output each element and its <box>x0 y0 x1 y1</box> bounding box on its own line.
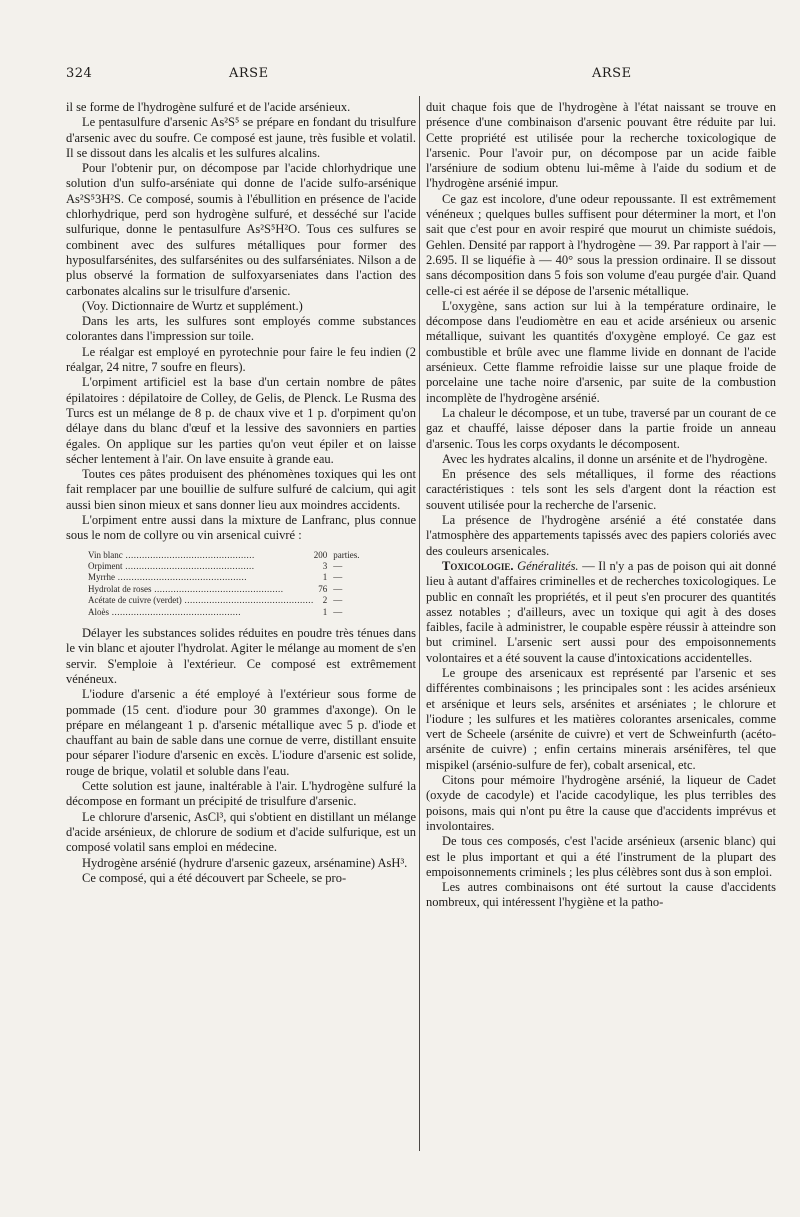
column-divider <box>419 96 420 1151</box>
paragraph: Citons pour mémoire l'hydrogène arsénié, la liqueur de Cadet (oxyde de cacodyle) et l'acide cacodylique, les plus terribles des poisons, mais qui n'ont pu être la cause que d'accidents imprévus et involontaires. <box>426 773 776 833</box>
recipe-row: Hydrolat de roses ..... 76 — <box>88 584 359 595</box>
paragraph: Dans les arts, les sulfures sont employés comme substances colorantes dans l'impression sur toile. <box>66 314 416 344</box>
paragraph: La présence de l'hydrogène arsénié a été constatée dans l'atmosphère des appartements tapissés avec des papiers coloriés avec des couleurs arsenicales. <box>426 513 776 558</box>
page-number: 324 <box>66 66 93 81</box>
paragraph: Le chlorure d'arsenic, AsCl³, qui s'obtient en distillant un mélange d'acide arsénieux, de chlorure de sodium et d'acide sulfurique, est un composé volatil sans emploi en médecine. <box>66 809 416 855</box>
paragraph: duit chaque fois que de l'hydrogène à l'état naissant se trouve en présence d'une combinaison d'arsenic pouvant être réduite par lui. Cette propriété est utilisée pour la recherche toxicologique de l'arsenic. Pour l'avoir pur, on décompose par un acide faible l'arséniure de sodium obtenu lui-même à l'aide du sodium et de l'hydrogène arsénié impur. <box>426 100 776 191</box>
paragraph: Délayer les substances solides réduites en poudre très ténues dans le vin blanc et ajouter l'hydrolat. Agiter le mélange au moment de s'en servir. S'emploie à l'extérieur. Ce composé est extrêmement vénéneux. <box>66 626 416 686</box>
section-subheading: Généralités. <box>517 558 579 573</box>
paragraph: Toutes ces pâtes produisent des phénomènes toxiques qui les ont fait remplacer par une bouillie de sulfure sulfuré de calcium, qui agit aussi bien sinon mieux et sans donner lieu aux moindres accidents. <box>66 467 416 512</box>
paragraph: La chaleur le décompose, et un tube, traversé par un courant de ce gaz et chauffé, laisse déposer dans la partie froide un anneau d'arsenic. Tous les corps oxydants le décomposent. <box>426 405 776 451</box>
right-column <box>426 100 776 911</box>
paragraph: Le pentasulfure d'arsenic As²S⁵ se prépare en fondant du trisulfure d'arsenic avec du soufre. Ce composé est jaune, très fusible et volatil. Il se dissout dans les alcalis et les sulfures alcalins. <box>66 115 416 160</box>
left-column <box>66 100 416 886</box>
paragraph: Hydrogène arsénié (hydrure d'arsenic gazeux, arsénamine) AsH³. <box>82 855 408 870</box>
recipe-row: Acétate de cuivre (verdet) ..... 2 — <box>88 595 359 606</box>
recipe-row: Vin blanc ..... 200 parties. <box>88 550 359 561</box>
paragraph: Cette solution est jaune, inaltérable à l'air. L'hydrogène sulfuré la décompose en formant un précipité de trisulfure d'arsenic. <box>66 779 416 809</box>
paragraph: L'orpiment entre aussi dans la mixture de Lanfranc, plus connue sous le nom de collyre ou vin arsenical cuivré : <box>66 513 416 543</box>
recipe-row: Aloès ..... 1 — <box>88 607 359 618</box>
paragraph: Ce gaz est incolore, d'une odeur repoussante. Il est extrêmement vénéneux ; quelques bulles suffisent pour déterminer la mort, et l'on sait que c'est pour en avoir respiré que mourut un chimiste suédois, Gehlen. Densité par rapport à l'hydrogène — 39. Par rapport à l'air — 2.695. Il se liquéfie à — 40° sous la pression ordinaire. Il se dissout sans décomposition dans 5 fois son volume d'eau purgée d'air. Quand celle-ci est aérée il se dépose de l'arsenic métallique. <box>426 191 776 298</box>
reference-note: (Voy. Dictionnaire de Wurtz et supplément.) <box>82 298 303 313</box>
section-paragraph <box>426 559 776 666</box>
paragraph: L'orpiment artificiel est la base d'un certain nombre de pâtes épilatoires : dépilatoire de Colley, de Gelis, de Plenck. Le Rusma des Turcs est un mélange de 8 p. de chaux vive et 1 p. d'orpiment qu'on délaye dans du blanc d'œuf et la lessive des savonniers en parties égales. On applique sur les parties qu'on veut épiler et on laisse sécher lentement à l'air. On lave ensuite à grande eau. <box>66 375 416 466</box>
running-head-left: ARSE <box>229 66 269 81</box>
paragraph: il se forme de l'hydrogène sulfuré et de l'acide arsénieux. <box>66 100 351 114</box>
paragraph: En présence des sels métalliques, il forme des réactions caractéristiques : tels sont les sels d'argent dont la réaction est souvent utilisée pour la recherche de l'arsenic. <box>426 467 776 512</box>
paragraph: L'oxygène, sans action sur lui à la température ordinaire, le décompose dans l'eudiomètre en eau et acide arsénieux ou arsenic métallique, suivant les quantités d'oxygène employé. Ce gaz est combustible et brûle avec une flamme livide en donnant de l'acide arsénieux. Cette flamme refroidie laisse sur une plaque froide de porcelaine une tache noire d'arsenic, par suite de la combustion incomplète de l'hydrogène arsénié. <box>426 298 776 405</box>
paragraph: De tous ces composés, c'est l'acide arsénieux (arsenic blanc) qui est le plus important et qui a été l'instrument de la plupart des empoisonnements criminels ; les plus célèbres sont dus à son emploi. <box>426 834 776 879</box>
paragraph: Avec les hydrates alcalins, il donne un arsénite et de l'hydrogène. <box>442 451 768 466</box>
recipe-row: Myrrhe ..... 1 — <box>88 572 359 583</box>
paragraph: Ce composé, qui a été découvert par Scheele, se pro- <box>82 870 347 885</box>
section-text: — Il n'y a pas de poison qui ait donné lieu à autant d'affaires criminelles et de recherches toxicologiques. Le public en connaît les propriétés, et il peut s'en procurer des quantités assez notables ; d'ailleurs, avec un toxique qui agit à des doses faibles, facile à administrer, le coupable espère réussir à atteindre son but criminel. L'arsenic sert aussi pour des empoisonnements volontaires et a été souvent la cause d'intoxications accidentelles. <box>426 558 777 665</box>
paragraph: L'iodure d'arsenic a été employé à l'extérieur sous forme de pommade (15 cent. d'iodure pour 30 grammes d'axonge). On le prépare en mélangeant 1 p. d'arsenic métallique avec 5 p. d'iode et chauffant au bain de sable dans une cornue de verre, distillant ensuite pour séparer l'iodure d'arsenic en excès. L'iodure d'arsenic est solide, rouge de brique, volatil et soluble dans l'eau. <box>66 687 416 778</box>
paragraph: Les autres combinaisons ont été surtout la cause d'accidents nombreux, qui intéressent l'hygiène et la patho- <box>426 880 776 910</box>
running-head-right: ARSE <box>592 66 632 81</box>
recipe-table <box>88 550 359 618</box>
paragraph: Pour l'obtenir pur, on décompose par l'acide chlorhydrique une solution d'un sulfo-arséniate qui donne de l'acide sulfo-arsénique As²S⁵3H²S. Ce composé, soumis à l'ébullition en présence de l'acide chlorhydrique, perd son hydrogène sulfuré, et desséché sur l'acide sulfurique, donne le pentasulfure As²S⁵H²O. Tous ces sulfures se combinent avec des sulfures métalliques pour former des hyposulfarsénites, des sulfarsénites ou des sulfarséniates. Nilson a de plus observé la formation de sulfoxyarseniates dans l'action des carbonates alcalins sur le trisulfure d'arsenic. <box>66 161 416 298</box>
paragraph: Le groupe des arsenicaux est représenté par l'arsenic et ses différentes combinaisons ; les principales sont : les acides arsénieux et arsénique et leurs sels, arsénites et arséniates ; le chlorure et l'iodure ; les sulfures et les matières colorantes arsenicales, comme vert de Scheele (arsénite de cuivre) et vert de Schweinfurth (acéto-arsénite de cuivre) ; enfin certains minerais arsénifères, tel que mispikel (arsénio-sulfure de fer), cobalt arsenical, etc. <box>426 665 776 772</box>
paragraph: Le réalgar est employé en pyrotechnie pour faire le feu indien (2 réalgar, 24 nitre, 7 soufre en fleurs). <box>66 344 416 375</box>
section-heading: Toxicologie. <box>442 558 514 573</box>
recipe-row: Orpiment ..... 3 — <box>88 561 359 572</box>
